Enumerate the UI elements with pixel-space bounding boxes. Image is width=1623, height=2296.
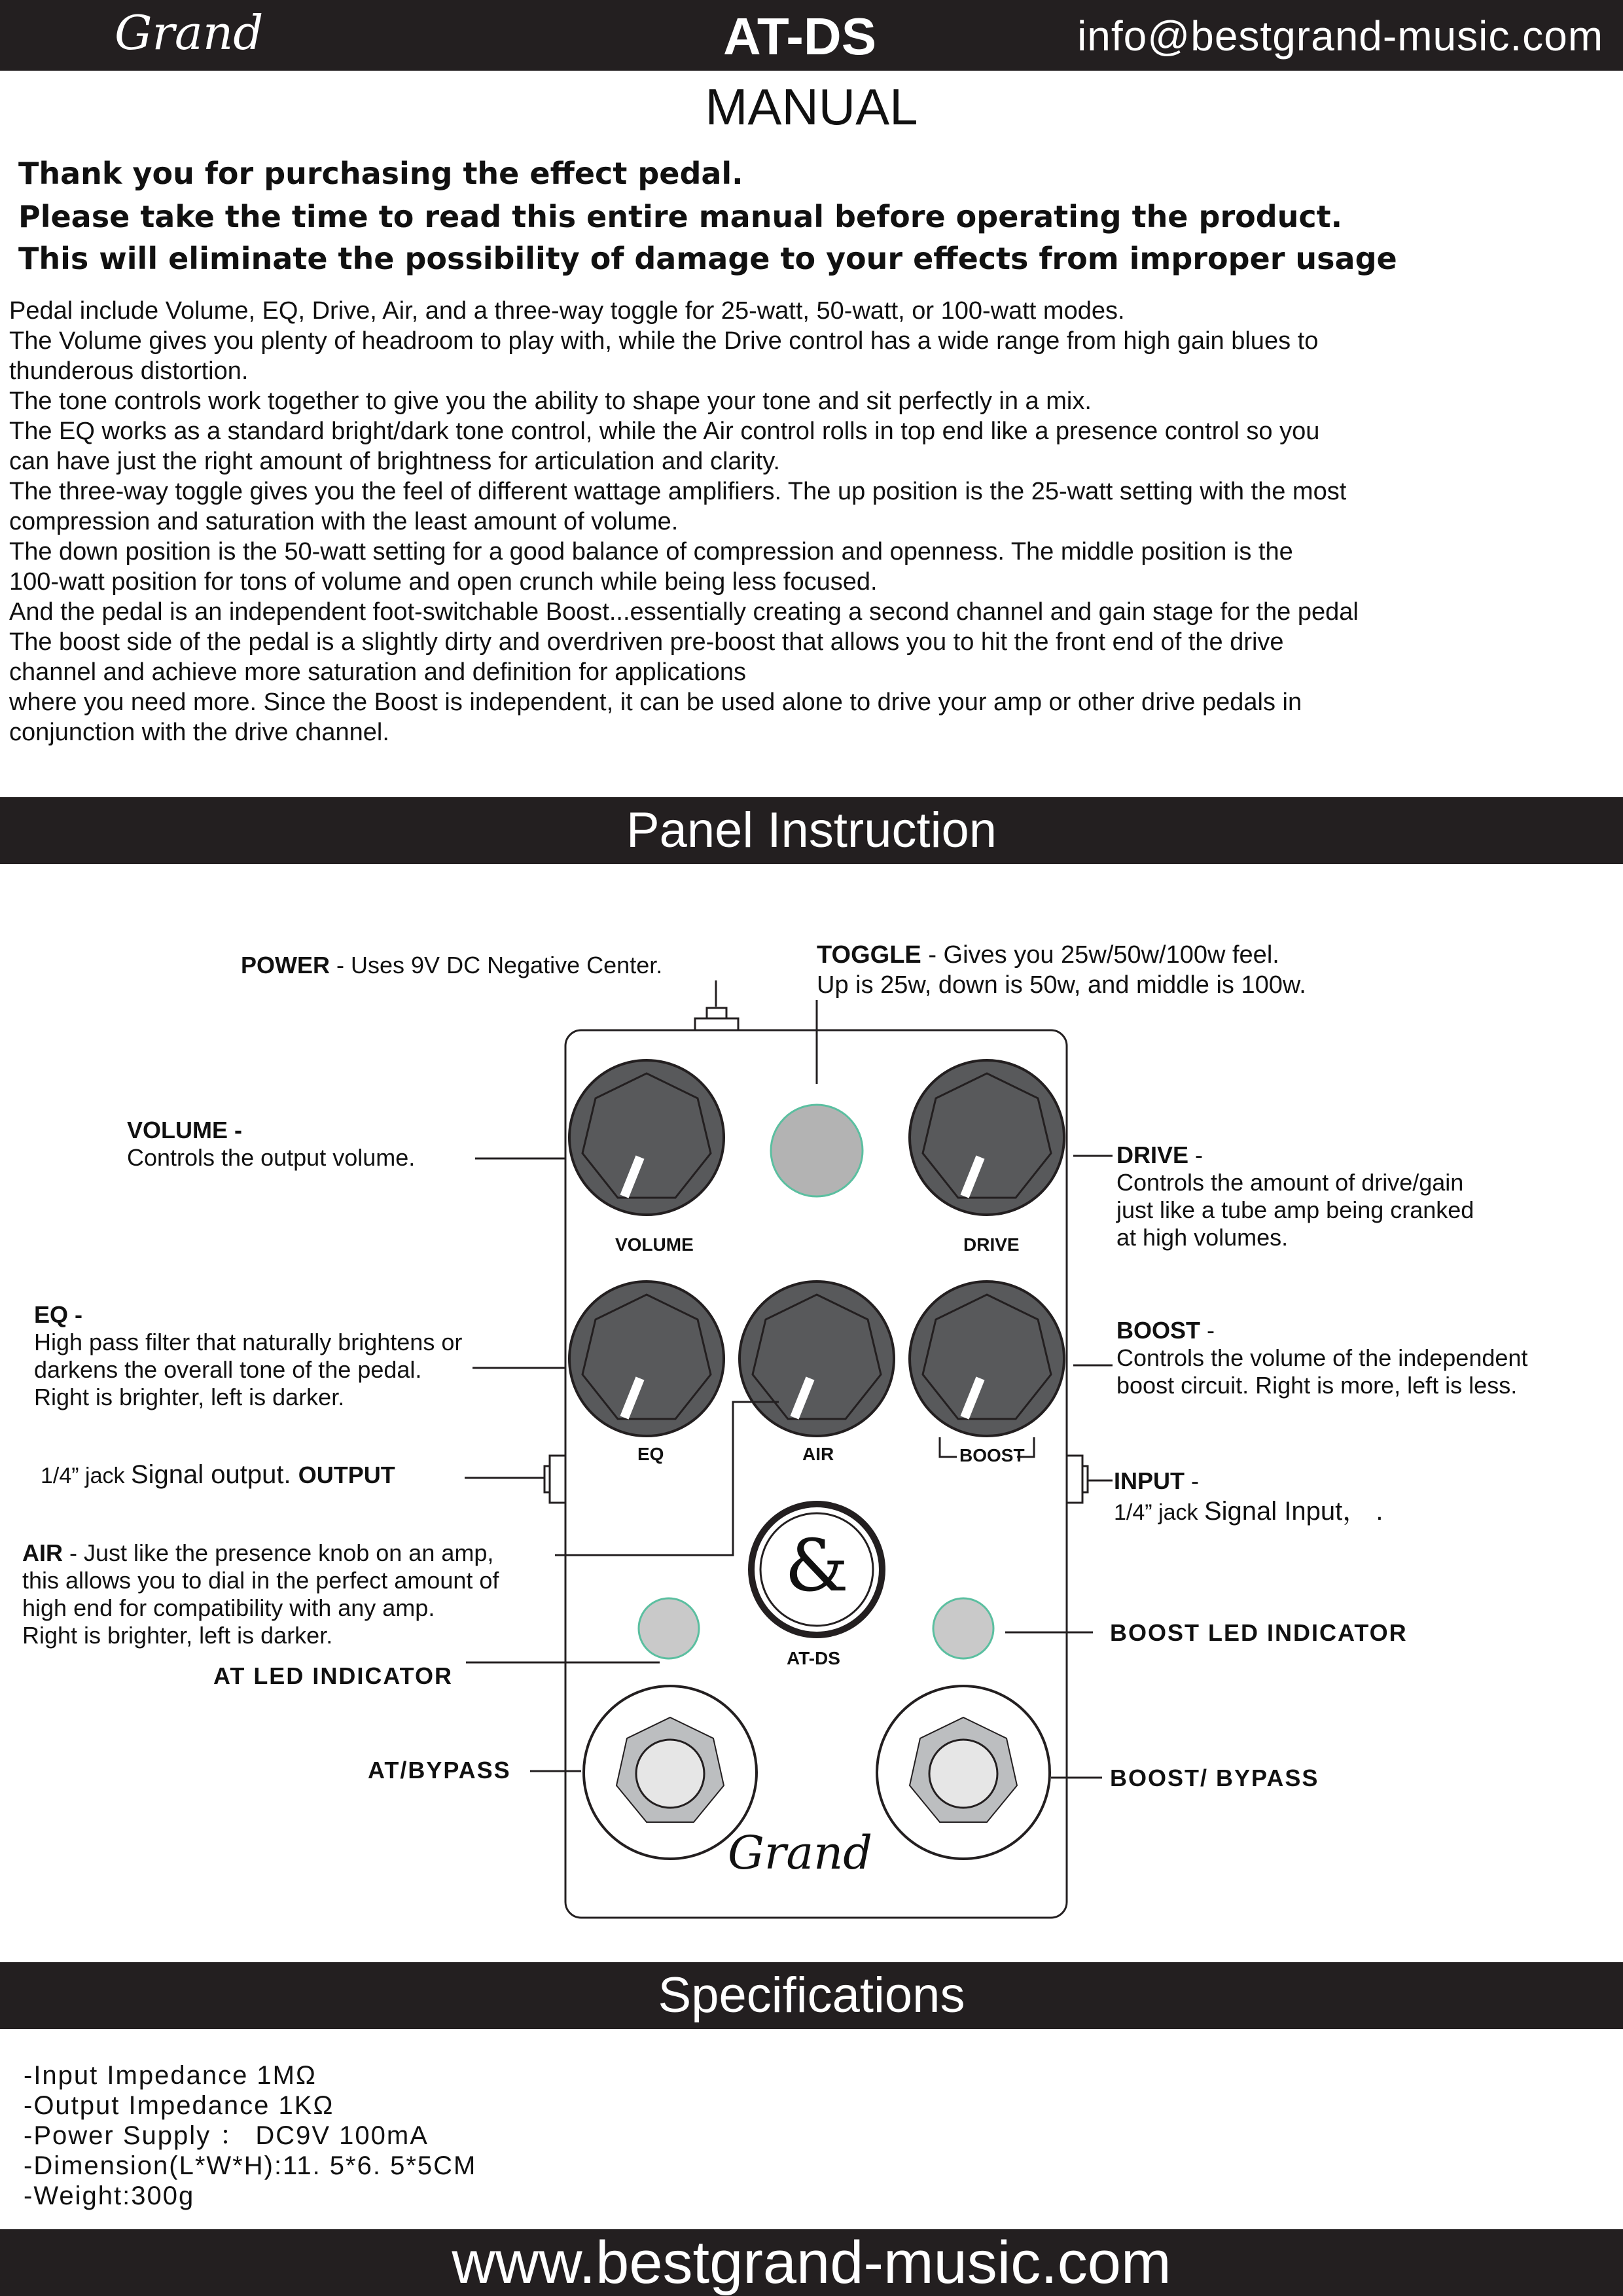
pedal-brand-logo: Grand — [728, 1826, 873, 1880]
output-jack — [550, 1456, 565, 1503]
contact-email: info@bestgrand-music.com — [1077, 12, 1603, 60]
pedal-model-label: AT-DS — [787, 1648, 840, 1668]
input-prefix: 1/4” jack — [1114, 1500, 1204, 1525]
air-desc-2: high end for compatibility with any amp. — [22, 1594, 435, 1621]
eq-desc-2: darkens the overall tone of the pedal. — [34, 1356, 422, 1383]
air-desc-1: this allows you to dial in the perfect amount of — [22, 1567, 499, 1594]
power-desc: - Uses 9V DC Negative Center. — [330, 952, 663, 978]
description-body — [9, 296, 1619, 747]
volume-desc: Controls the output volume. — [127, 1144, 416, 1171]
drive-callout — [1116, 1141, 1203, 1169]
brand-logo: Grand — [115, 5, 264, 60]
drive-desc-1: Controls the amount of drive/gain — [1116, 1169, 1464, 1196]
output-callout — [41, 1461, 395, 1490]
drive-desc-2: just like a tube amp being cranked — [1116, 1196, 1474, 1223]
air-title: AIR — [22, 1539, 63, 1566]
input-jack — [1067, 1456, 1082, 1503]
output-signal: Signal output. — [130, 1460, 298, 1489]
air-callout — [22, 1539, 493, 1567]
input-dash: - — [1185, 1467, 1199, 1494]
body-line: The Volume gives you plenty of headroom to play with, while the Drive control has a wide range from high gain blues to — [9, 327, 1319, 355]
body-line: The tone controls work together to give you the ability to shape your tone and sit perfectly in a mix. — [9, 387, 1092, 415]
input-desc — [1114, 1498, 1383, 1526]
at-bypass-label: AT/BYPASS — [368, 1757, 511, 1784]
spec-item: -Input Impedance 1MΩ — [24, 2061, 317, 2090]
air-desc-3: Right is brighter, left is darker. — [22, 1622, 333, 1649]
volume-title: VOLUME - — [127, 1117, 242, 1143]
specifications-list — [24, 2060, 476, 2211]
ampersand-logo: & — [785, 1524, 849, 1607]
document-title: MANUAL — [705, 78, 918, 135]
body-line: thunderous distortion. — [9, 357, 249, 385]
spec-item: -Dimension(L*W*H):11. 5*6. 5*5CM — [24, 2151, 477, 2180]
input-signal: Signal Input， . — [1204, 1497, 1383, 1526]
drive-knob — [910, 1060, 1064, 1215]
boost-led — [933, 1598, 993, 1659]
intro-line-1: Thank you for purchasing the effect pedal. — [18, 156, 743, 191]
volume-knob — [569, 1060, 724, 1215]
air-desc: - Just like the presence knob on an amp, — [63, 1539, 494, 1566]
at-led-label: AT LED INDICATOR — [213, 1662, 453, 1689]
eq-desc-1: High pass filter that naturally brightens or — [34, 1329, 463, 1355]
drive-title: DRIVE — [1116, 1141, 1189, 1168]
boost-title: BOOST — [1116, 1317, 1201, 1344]
footer-url[interactable]: www.bestgrand-music.com — [0, 2229, 1623, 2296]
eq-knob-label: EQ — [637, 1444, 664, 1464]
boost-bypass-label: BOOST/ BYPASS — [1110, 1765, 1319, 1791]
panel-instruction-heading: Panel Instruction — [0, 797, 1623, 864]
body-line: Pedal include Volume, EQ, Drive, Air, and a three-way toggle for 25-watt, 50-watt, or 100-watt modes. — [9, 297, 1125, 325]
boost-dash: - — [1200, 1317, 1215, 1344]
boost-led-label: BOOST LED INDICATOR — [1110, 1619, 1408, 1646]
body-line: compression and saturation with the least amount of volume. — [9, 508, 679, 535]
boost-desc-2: boost circuit. Right is more, left is less. — [1116, 1372, 1518, 1399]
toggle-callout — [817, 941, 1279, 969]
eq-title: EQ - — [34, 1301, 83, 1328]
body-line: The boost side of the pedal is a slightly dirty and overdriven pre-boost that allows you to hit the front end of the drive — [9, 628, 1284, 656]
power-title: POWER — [241, 952, 330, 978]
boost-desc-1: Controls the volume of the independent — [1116, 1344, 1528, 1371]
toggle-switch — [771, 1105, 863, 1196]
body-line: And the pedal is an independent foot-switchable Boost...essentially creating a second channel and gain stage for the pedal — [9, 598, 1359, 626]
body-line: The down position is the 50-watt setting for a good balance of compression and openness. The middle position is the — [9, 538, 1293, 565]
output-title: OUTPUT — [298, 1462, 395, 1488]
power-callout — [241, 952, 662, 979]
drive-knob-label: DRIVE — [963, 1234, 1020, 1255]
intro-line-3: This will eliminate the possibility of damage to your effects from improper usage — [18, 241, 1397, 276]
body-line: The EQ works as a standard bright/dark tone control, while the Air control rolls in top end like a presence control so you — [9, 418, 1320, 445]
body-line: can have just the right amount of brightness for articulation and clarity. — [9, 448, 780, 475]
body-line: conjunction with the drive channel. — [9, 719, 389, 746]
body-line: where you need more. Since the Boost is independent, it can be used alone to drive your amp or other drive pedals in — [9, 689, 1302, 716]
at-led — [639, 1598, 699, 1659]
volume-knob-label: VOLUME — [615, 1234, 694, 1255]
drive-desc-3: at high volumes. — [1116, 1224, 1289, 1251]
boost-knob — [910, 1282, 1064, 1436]
toggle-desc: - Gives you 25w/50w/100w feel. — [921, 941, 1279, 969]
model-title: AT-DS — [723, 7, 877, 65]
body-line: The three-way toggle gives you the feel of different wattage amplifiers. The up position is the 25-watt setting with the most — [9, 478, 1347, 505]
body-line: channel and achieve more saturation and definition for applications — [9, 658, 746, 686]
spec-item: -Output Impedance 1KΩ — [24, 2091, 334, 2120]
power-jack — [695, 1018, 738, 1030]
input-callout — [1114, 1467, 1199, 1495]
eq-desc-3: Right is brighter, left is darker. — [34, 1384, 345, 1410]
toggle-desc-2: Up is 25w, down is 50w, and middle is 100w. — [817, 971, 1306, 999]
boost-knob-label: BOOST — [959, 1445, 1025, 1465]
boost-footswitch — [877, 1686, 1050, 1859]
boost-callout — [1116, 1317, 1215, 1344]
eq-knob — [569, 1282, 724, 1436]
spec-item: -Weight:300g — [24, 2181, 195, 2210]
air-knob — [740, 1282, 894, 1436]
toggle-title: TOGGLE — [817, 941, 921, 969]
input-title: INPUT — [1114, 1467, 1185, 1494]
air-knob-label: AIR — [802, 1444, 834, 1464]
spec-item: -Power Supply ： DC9V 100mA — [24, 2121, 429, 2150]
drive-dash: - — [1188, 1141, 1204, 1168]
specifications-heading: Specifications — [0, 1962, 1623, 2029]
intro-line-2: Please take the time to read this entire manual before operating the product. — [18, 199, 1343, 234]
output-prefix: 1/4” jack — [41, 1463, 131, 1488]
body-line: 100-watt position for tons of volume and open crunch while being less focused. — [9, 568, 878, 596]
